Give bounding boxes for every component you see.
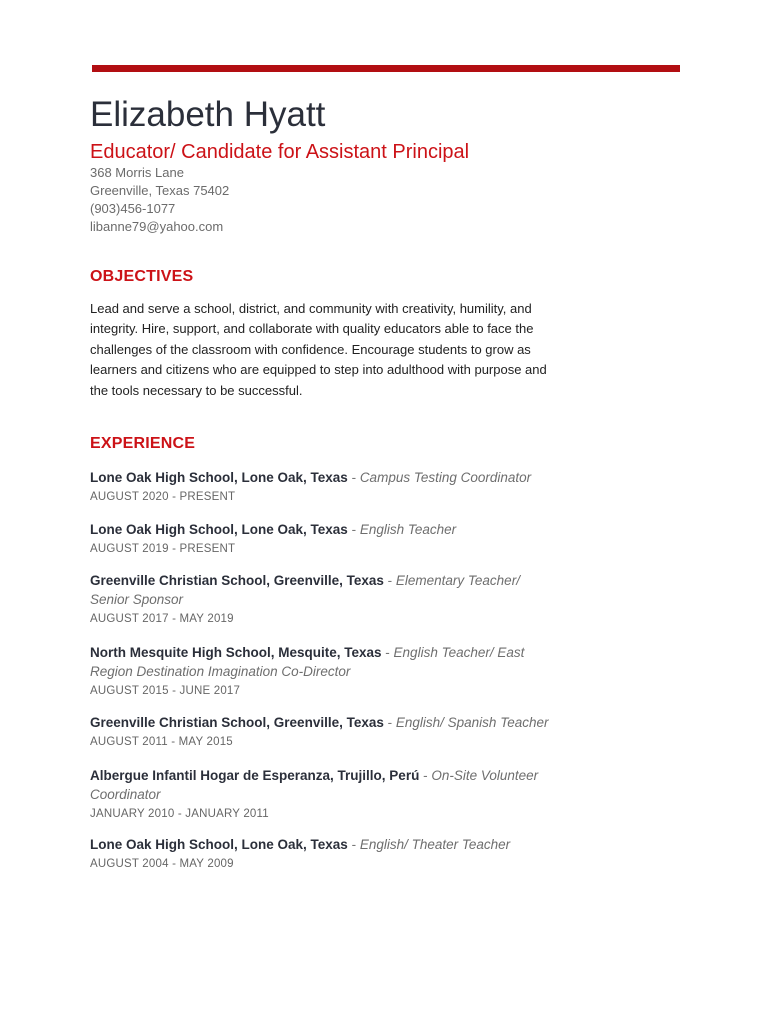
job-employer: Albergue Infantil Hogar de Esperanza, Trujillo, Perú xyxy=(90,768,420,783)
job-separator: - xyxy=(347,837,360,852)
job-dates: AUGUST 2020 - PRESENT xyxy=(90,491,236,503)
job-separator: - xyxy=(347,522,360,537)
experience-heading: EXPERIENCE xyxy=(90,435,196,452)
header-divider xyxy=(92,65,680,72)
experience-entry xyxy=(90,766,570,821)
objectives-heading: OBJECTIVES xyxy=(90,268,194,285)
job-role: English/ Theater Teacher xyxy=(359,837,511,852)
job-dates: AUGUST 2011 - MAY 2015 xyxy=(90,736,233,748)
experience-entry xyxy=(90,571,560,626)
job-title-line xyxy=(90,571,560,609)
address-line-2: Greenville, Texas 75402 xyxy=(90,183,230,198)
job-title-line xyxy=(90,520,590,539)
job-separator: - xyxy=(383,573,396,588)
job-dates: AUGUST 2004 - MAY 2009 xyxy=(90,858,234,870)
job-employer: Greenville Christian School, Greenville, Texas xyxy=(90,715,384,730)
job-employer: Lone Oak High School, Lone Oak, Texas xyxy=(90,522,348,537)
job-separator: - xyxy=(381,645,394,660)
contact-block xyxy=(90,164,229,236)
job-dates: JANUARY 2010 - JANUARY 2011 xyxy=(90,808,269,820)
objectives-text: Lead and serve a school, district, and community with creativity, humility, and integrity. Hire, support, and collaborate with quality educators able to face the challenges of the classroom with confidence. Encourage students to grow as learners and citizens who are equipped to step into adulthood with purpose and the tools necessary to be successful. xyxy=(90,301,547,398)
job-role: English Teacher/ East Region Destination Imagination Co-Director xyxy=(90,645,525,679)
experience-entry xyxy=(90,713,590,749)
phone-number: (903)456-1077 xyxy=(90,201,176,216)
job-title-line xyxy=(90,468,590,487)
job-title-line xyxy=(90,713,590,732)
job-title-line xyxy=(90,643,530,681)
experience-entry xyxy=(90,643,530,698)
job-role: English Teacher xyxy=(359,522,457,537)
job-role: Elementary Teacher/ Senior Sponsor xyxy=(90,573,520,607)
job-role: Campus Testing Coordinator xyxy=(359,470,532,485)
experience-entry xyxy=(90,520,590,556)
job-employer: North Mesquite High School, Mesquite, Texas xyxy=(90,645,382,660)
job-employer: Lone Oak High School, Lone Oak, Texas xyxy=(90,837,348,852)
email-address: libanne79@yahoo.com xyxy=(90,219,224,234)
experience-entry xyxy=(90,468,590,504)
job-title-line xyxy=(90,766,570,804)
job-dates: AUGUST 2015 - JUNE 2017 xyxy=(90,685,241,697)
candidate-name: Elizabeth Hyatt xyxy=(90,95,326,134)
job-title-line xyxy=(90,835,590,854)
job-employer: Lone Oak High School, Lone Oak, Texas xyxy=(90,470,348,485)
job-separator: - xyxy=(383,715,396,730)
job-employer: Greenville Christian School, Greenville, Texas xyxy=(90,573,384,588)
job-role: On-Site Volunteer Coordinator xyxy=(90,768,539,802)
job-separator: - xyxy=(347,470,360,485)
job-role: English/ Spanish Teacher xyxy=(395,715,549,730)
experience-entry xyxy=(90,835,590,871)
job-dates: AUGUST 2017 - MAY 2019 xyxy=(90,613,234,625)
candidate-subtitle: Educator/ Candidate for Assistant Principal xyxy=(90,141,470,163)
job-separator: - xyxy=(419,768,432,783)
address-line-1: 368 Morris Lane xyxy=(90,165,184,180)
job-dates: AUGUST 2019 - PRESENT xyxy=(90,543,236,555)
